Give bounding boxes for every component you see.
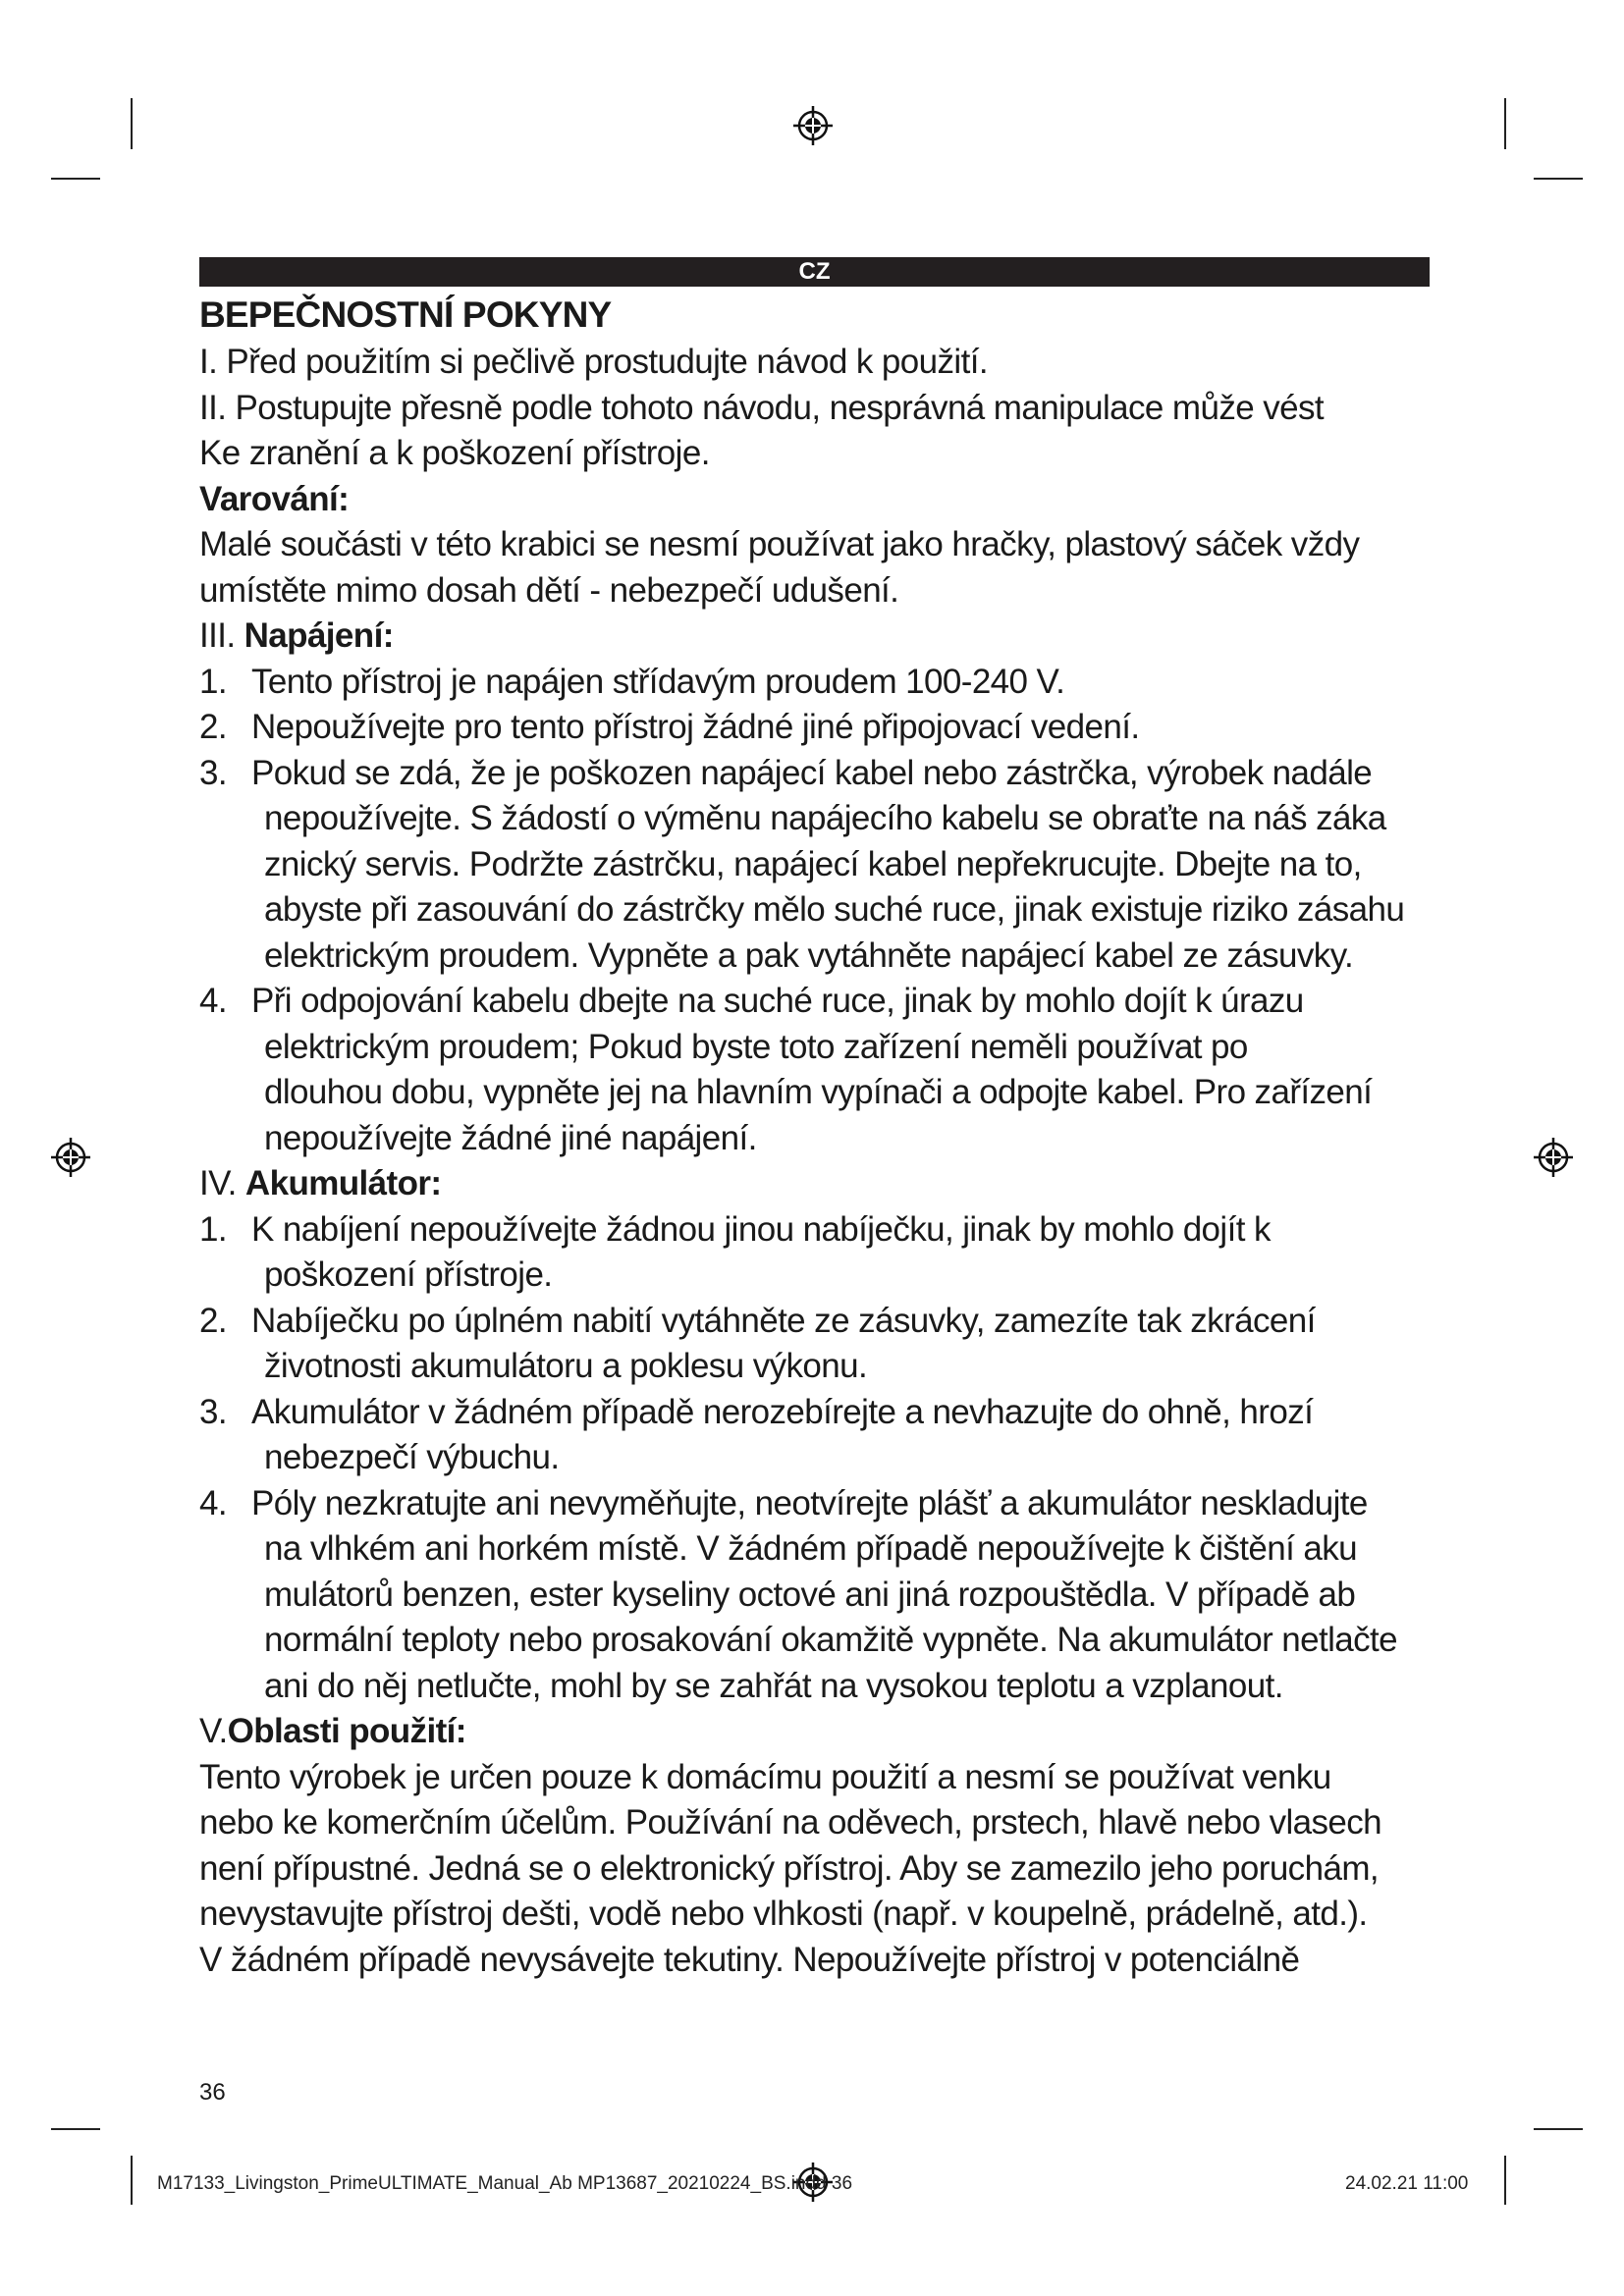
crop-mark: [131, 2156, 133, 2205]
battery-section: [199, 1161, 1446, 1709]
list-item: [199, 660, 1446, 706]
footer-timestamp: 24.02.21 11:00: [1345, 2173, 1469, 2194]
section-heading: Napájení:: [244, 616, 394, 655]
item-line: normální teploty nebo prosakování okamžitě vypněte. Na akumulátor netlačte: [264, 1621, 1398, 1659]
registration-mark-icon: [1532, 1136, 1575, 1179]
item-line: ani do něj netlučte, mohl by se zahřát na vysokou teplotu a vzplanout.: [264, 1666, 1283, 1705]
item-line: elektrickým proudem; Pokud byste toto zařízení neměli používat po: [264, 1027, 1248, 1066]
item-line: nepoužívejte. S žádostí o výměnu napájecího kabelu se obraťte na náš záka: [264, 799, 1386, 837]
intro-line: Ke zranění a k poškození přístroje.: [199, 434, 710, 472]
battery-heading: [199, 1161, 1446, 1207]
usage-line: V žádném případě nevysávejte tekutiny. Nepoužívejte přístroj v potenciálně: [199, 1940, 1300, 1979]
list-item: [199, 1390, 1446, 1481]
usage-heading: [199, 1709, 1446, 1755]
item-line: životnosti akumulátoru a poklesu výkonu.: [264, 1347, 868, 1385]
item-line: Akumulátor v žádném případě nerozebírejte a nevhazujte do ohně, hrozí: [251, 1392, 1314, 1431]
item-number: 2.: [199, 708, 227, 746]
document-body: [199, 291, 1446, 1983]
usage-line: nebo ke komerčním účelům. Používání na oděvech, prstech, hlavě nebo vlasech: [199, 1803, 1382, 1842]
section-heading: Akumulátor:: [244, 1164, 442, 1202]
crop-mark: [1534, 178, 1583, 180]
usage-section: [199, 1709, 1446, 1983]
item-number: 4.: [199, 982, 227, 1020]
item-line: Při odpojování kabelu dbejte na suché ruce, jinak by mohlo dojít k úrazu: [251, 982, 1304, 1020]
power-heading: [199, 614, 1446, 660]
warning-line: umístěte mimo dosah dětí - nebezpečí udušení.: [199, 570, 899, 610]
page-number: 36: [199, 2079, 226, 2106]
registration-mark-icon: [791, 104, 835, 147]
usage-line: není přípustné. Jedná se o elektronický přístroj. Aby se zamezilo jeho poruchám,: [199, 1848, 1379, 1888]
page-title: BEPEČNOSTNÍ POKYNY: [199, 294, 612, 335]
crop-mark: [1504, 2156, 1506, 2205]
item-number: 1.: [199, 1209, 227, 1249]
item-number: 4.: [199, 1483, 227, 1522]
registration-mark-icon: [49, 1136, 92, 1179]
item-number: 3.: [199, 753, 227, 792]
item-number: 3.: [199, 1392, 227, 1431]
item-line: mulátorů benzen, ester kyseliny octové ani jiná rozpouštědla. V případě ab: [264, 1575, 1356, 1614]
intro-line: II. Postupujte přesně podle tohoto návodu, nesprávná manipulace může vést: [199, 388, 1325, 427]
item-line: Póly nezkratujte ani nevyměňujte, neotvírejte plášť a akumulátor neskladujte: [251, 1483, 1368, 1522]
list-item: [199, 1299, 1446, 1390]
section-prefix: III.: [199, 616, 236, 655]
warning-heading: Varování:: [199, 479, 350, 518]
warning-line: Malé součásti v této krabici se nesmí používat jako hračky, plastový sáček vždy: [199, 525, 1360, 563]
crop-mark: [131, 98, 133, 149]
usage-line: Tento výrobek je určen pouze k domácímu použití a nesmí se používat venku: [199, 1757, 1331, 1796]
list-item: [199, 1481, 1446, 1710]
item-line: poškození přístroje.: [264, 1255, 553, 1294]
section-heading: Oblasti použití:: [227, 1712, 466, 1750]
list-item: [199, 751, 1446, 980]
item-line: dlouhou dobu, vypněte jej na hlavním vypínači a odpojte kabel. Pro zařízení: [264, 1073, 1373, 1111]
language-bar: [199, 257, 1430, 287]
item-line: Tento přístroj je napájen střídavým proudem 100-240 V.: [251, 662, 1065, 701]
crop-mark: [51, 178, 100, 180]
list-item: [199, 1207, 1446, 1299]
usage-line: nevystavujte přístroj dešti, vodě nebo vlhkosti (např. v koupelně, prádelně, atd.).: [199, 1895, 1368, 1933]
item-line: elektrickým proudem. Vypněte a pak vytáhněte napájecí kabel ze zásuvky.: [264, 935, 1354, 975]
warning-section: [199, 477, 1446, 614]
item-line: nebezpečí výbuchu.: [264, 1438, 560, 1476]
section-prefix: IV.: [199, 1164, 237, 1202]
intro-section: [199, 340, 1446, 477]
power-section: [199, 614, 1446, 1161]
item-line: Nepoužívejte pro tento přístroj žádné jiné připojovací vedení.: [251, 708, 1140, 746]
list-item: [199, 979, 1446, 1161]
item-line: Pokud se zdá, že je poškozen napájecí kabel nebo zástrčka, výrobek nadále: [251, 753, 1373, 792]
crop-mark: [1534, 2128, 1583, 2130]
crop-mark: [1504, 98, 1506, 149]
item-number: 1.: [199, 662, 227, 701]
item-line: abyste při zasouvání do zástrčky mělo suché ruce, jinak existuje riziko zásahu: [264, 890, 1405, 929]
crop-mark: [51, 2128, 100, 2130]
list-item: [199, 705, 1446, 751]
intro-line: I. Před použitím si pečlivě prostudujte návod k použití.: [199, 343, 988, 381]
item-line: Nabíječku po úplném nabití vytáhněte ze zásuvky, zamezíte tak zkrácení: [251, 1301, 1316, 1340]
item-line: nepoužívejte žádné jiné napájení.: [264, 1118, 757, 1157]
item-line: K nabíjení nepoužívejte žádnou jinou nabíječku, jinak by mohlo dojít k: [251, 1209, 1271, 1249]
item-number: 2.: [199, 1301, 227, 1340]
section-prefix: V.: [199, 1712, 228, 1750]
language-code: CZ: [798, 258, 831, 285]
item-line: na vlhkém ani horkém místě. V žádném případě nepoužívejte k čištění aku: [264, 1529, 1357, 1568]
footer-filename: M17133_Livingston_PrimeULTIMATE_Manual_Ab MP13687_20210224_BS.indd 36: [157, 2173, 853, 2194]
item-line: znický servis. Podržte zástrčku, napájecí kabel nepřekrucujte. Dbejte na to,: [264, 844, 1362, 883]
